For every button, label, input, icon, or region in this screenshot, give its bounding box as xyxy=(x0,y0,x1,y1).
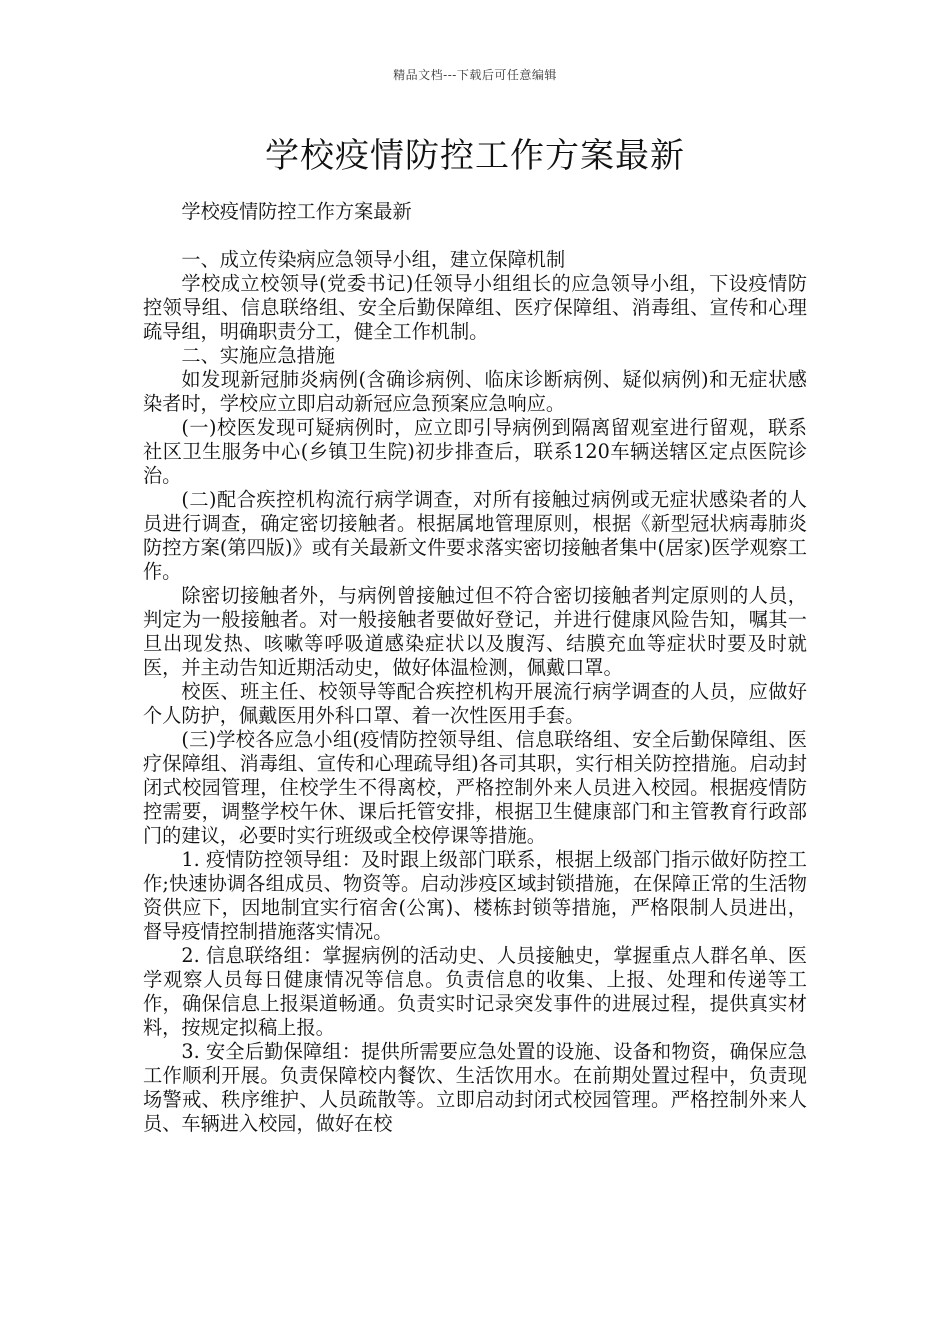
section-heading-1: 一、成立传染病应急领导小组，建立保障机制 xyxy=(181,248,566,271)
document-header-note: 精品文档---下载后可任意编辑 xyxy=(393,68,557,82)
paragraph: 除密切接触者外，与病例曾接触过但不符合密切接触者判定原则的人员，判定为一般接触者。对一般接触者要做好登记，并进行健康风险告知，嘱其一旦出现发热、咳嗽等呼吸道感染症状以及腹泻、结膜充血等症状时要及时就医，并主动告知近期活动史，做好体温检测，佩戴口罩。 xyxy=(143,584,807,679)
paragraph: (三)学校各应急小组(疫情防控领导组、信息联络组、安全后勤保障组、医疗保障组、消毒组、宣传和心理疏导组)各司其职，实行相关防控措施。启动封闭式校园管理，住校学生不得离校，严格控制外来人员进入校园。根据疫情防控需要，调整学校午休、课后托管安排，根据卫生健康部门和主管教育行政部门的建议，必要时实行班级或全校停课等措施。 xyxy=(143,728,807,847)
paragraph: 如发现新冠肺炎病例(含确诊病例、临床诊断病例、疑似病例)和无症状感染者时，学校应立即启动新冠应急预案应急响应。 xyxy=(143,368,807,415)
document-body xyxy=(143,200,807,1136)
paragraph: 校医、班主任、校领导等配合疾控机构开展流行病学调查的人员，应做好个人防护，佩戴医用外科口罩、着一次性医用手套。 xyxy=(143,680,807,727)
paragraph: 学校成立校领导(党委书记)任领导小组组长的应急领导小组，下设疫情防控领导组、信息联络组、安全后勤保障组、医疗保障组、消毒组、宣传和心理疏导组，明确职责分工，健全工作机制。 xyxy=(143,272,807,343)
list-item: 2. 信息联络组：掌握病例的活动史、人员接触史，掌握重点人群名单、医学观察人员每日健康情况等信息。负责信息的收集、上报、处理和传递等工作，确保信息上报渠道畅通。负责实时记录突发事件的进展过程，提供真实材料，按规定拟稿上报。 xyxy=(143,944,807,1039)
paragraph: (一)校医发现可疑病例时，应立即引导病例到隔离留观室进行留观，联系社区卫生服务中心(乡镇卫生院)初步排查后，联系120车辆送辖区定点医院诊治。 xyxy=(143,416,807,487)
document-subtitle: 学校疫情防控工作方案最新 xyxy=(181,200,412,223)
section-heading-2: 二、实施应急措施 xyxy=(181,344,335,367)
paragraph: (二)配合疾控机构流行病学调查，对所有接触过病例或无症状感染者的人员进行调查，确定密切接触者。根据属地管理原则，根据《新型冠状病毒肺炎防控方案(第四版)》或有关最新文件要求落实密切接触者集中(居家)医学观察工作。 xyxy=(143,488,807,583)
list-item: 3. 安全后勤保障组：提供所需要应急处置的设施、设备和物资，确保应急工作顺利开展。负责保障校内餐饮、生活饮用水。在前期处置过程中，负责现场警戒、秩序维护、人员疏散等。立即启动封闭式校园管理。严格控制外来人员、车辆进入校园，做好在校 xyxy=(143,1040,807,1135)
list-item: 1. 疫情防控领导组：及时跟上级部门联系，根据上级部门指示做好防控工作;快速协调各组成员、物资等。启动涉疫区域封锁措施，在保障正常的生活物资供应下，因地制宜实行宿舍(公寓)、楼栋封锁等措施，严格限制人员进出，督导疫情控制措施落实情况。 xyxy=(143,848,807,943)
document-title: 学校疫情防控工作方案最新 xyxy=(265,136,685,176)
